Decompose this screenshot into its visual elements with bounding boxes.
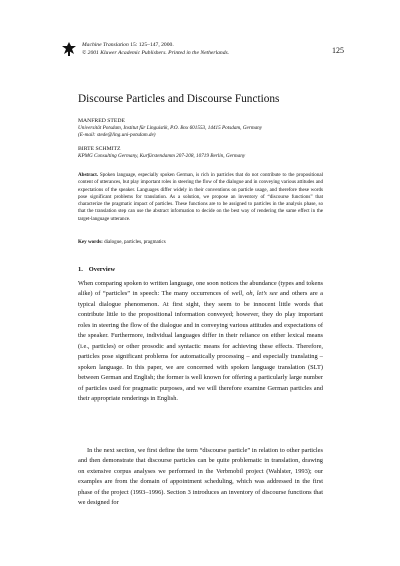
copyright-line: © 2001 Kluwer Academic Publishers. Printed in the Netherlands. (82, 50, 230, 56)
abstract-text: Spoken language, especially spoken German, is rich in particles that do not contribute to the propositional content of utterances, but play important roles in steering the flow of the dialogue and in conveying various attitudes and expectations of the speaker. Languages differ widely in their conventions on particle usage, and therefore these words pose significant problems for translation. As a solution, we propose an inventory of “discourse functions” that characterize the pragmatic impact of particles. These functions are to be assigned to particles in the analysis phase, so that the translation step can use the abstract information to decide on the best way of rendering the same effect in the target-language utterance. (78, 172, 323, 222)
section-number: 1. (78, 266, 83, 273)
keywords (78, 239, 166, 245)
paragraph-1-italic: well, oh, let’s see (231, 290, 278, 298)
journal-volume: 15: (130, 42, 138, 48)
journal-header (62, 41, 344, 63)
section-title: Overview (88, 266, 116, 273)
author-affiliation-1-address: Universität Potsdam, Institut für Linguistik, P.O. Box 601553, 14415 Potsdam, Germany (78, 125, 263, 131)
abstract-label: Abstract. (78, 172, 99, 178)
keywords-text: dialogue, particles, pragmatics (104, 239, 166, 245)
keywords-label: Key words: (78, 239, 103, 245)
journal-info (82, 41, 229, 57)
body-paragraph-2: In the next section, we first define the term “discourse particle” in relation to other particles and then demonstrate that discourse particles can be quite problematic in translation, drawing on extensive corpus analyses we performed in the Verbmobil project (Wahlster, 1993); our examples are from the domain of appointment scheduling, which was addressed in the first phase of the project (1993–1996). Section 3 introduces an inventory of discourse functions that we designed for (78, 447, 323, 507)
paragraph-1-post: and others are a typical dialogue phenomenon. At first sight, they seem to be innocent little words that contribute little to the propositional information conveyed; however, they do play important roles in steering the flow of the dialogue and in conveying various attitudes and expectations of the speaker. Furthermore, individual languages differ in their reliance on either lexical means (i.e., particles) or other prosodic and syntactic means for achieving these effects. Therefore, particles pose significant problems for automatically processing – and especially translating – spoken language. In this paper, we are concerned with spoken language translation (SLT) between German and English; the former is well known for offering a particularly large number of particles used for pragmatic purposes, and we will therefore examine German particles and their appropriate renderings in English. (78, 290, 323, 402)
abstract (78, 172, 323, 223)
author-affiliation-2: KPMG Consulting Germany, Kurfürstendamm 207-208, 10719 Berlin, Germany (78, 153, 246, 159)
author-email-1: (E-mail: stede@ling.uni-potsdam.de) (78, 131, 156, 138)
author-affiliation-1 (78, 125, 262, 138)
author-name-2: BIRTE SCHMITZ (78, 146, 121, 152)
journal-name: Machine Translation (82, 42, 129, 48)
section-heading (78, 266, 115, 273)
journal-pages: 125–147, 2000. (138, 42, 174, 48)
paragraph-1-pre: When comparing spoken to written language, one soon notices the abundance (types and tokens alike) of “particles” in speech: The many occurrences of (78, 280, 323, 298)
paper-title: Discourse Particles and Discourse Functions (78, 93, 280, 105)
author-name-1: MANFRED STEDE (78, 118, 125, 124)
publisher-logo-icon (62, 42, 76, 56)
page-number: 125 (332, 46, 344, 55)
body-paragraph-1 (78, 279, 323, 404)
